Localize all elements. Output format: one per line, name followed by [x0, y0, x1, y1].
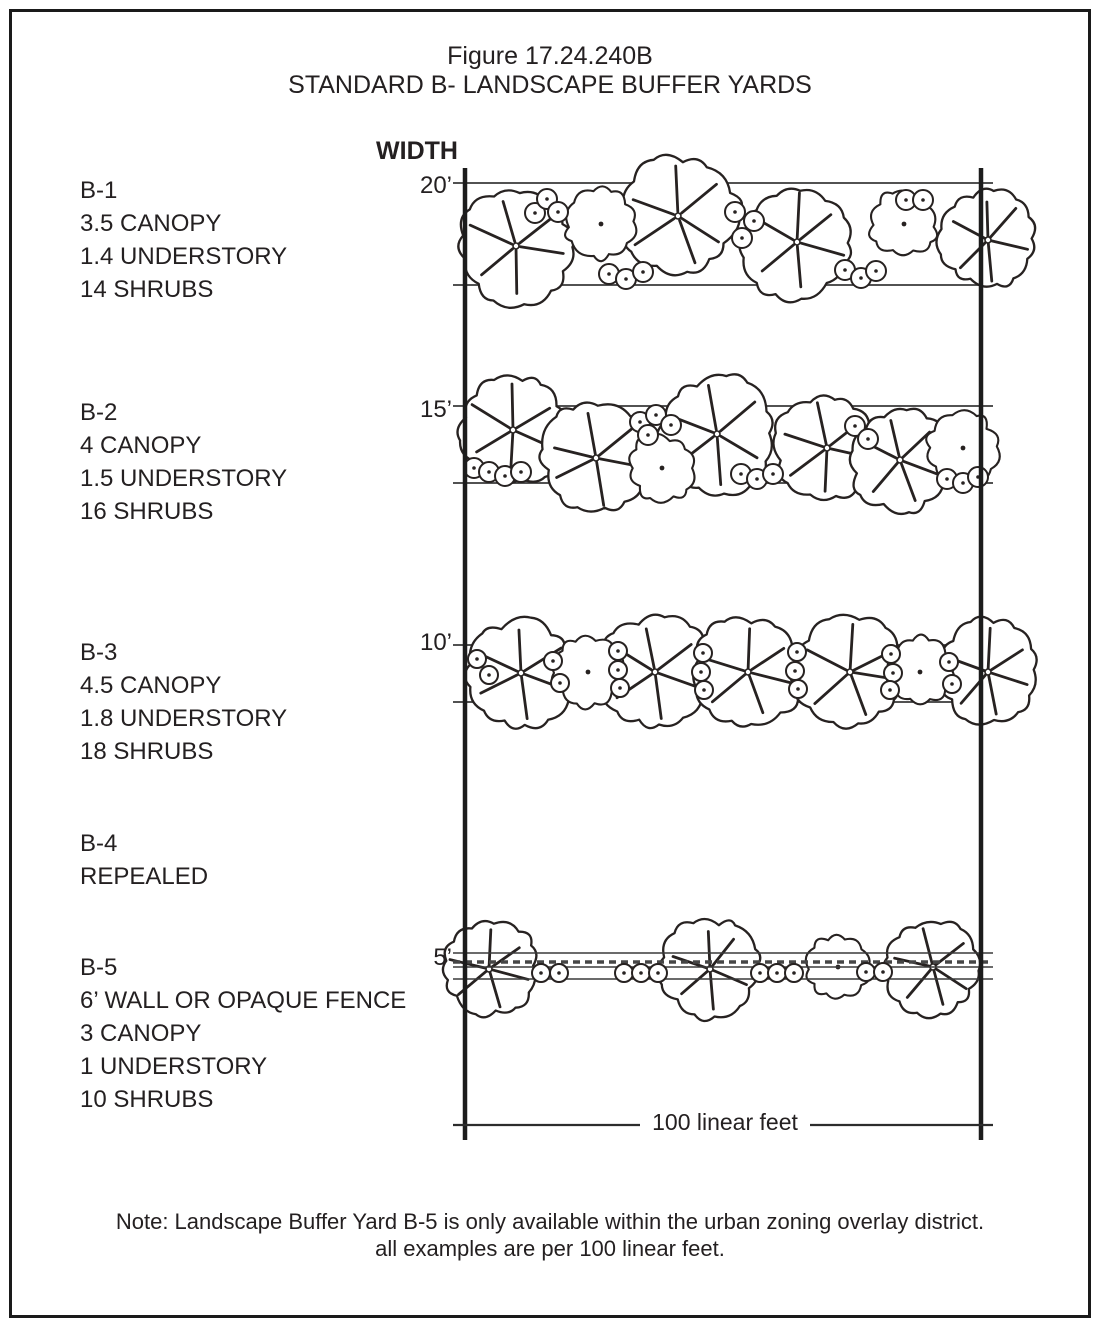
- buffer-yard-id: B-5: [80, 954, 118, 981]
- shrub-symbol: [858, 429, 878, 449]
- canopy-tree-symbol: [619, 155, 742, 275]
- shrub-symbol: [725, 202, 745, 222]
- shrub-symbol: [874, 963, 892, 981]
- shrub-symbol: [532, 964, 550, 982]
- spec-shrubs: 16 SHRUBS: [80, 498, 214, 525]
- buffer-yard-id: B-4: [80, 830, 118, 857]
- canopy-tree-symbol: [883, 922, 980, 1018]
- shrub-symbol: [609, 661, 627, 679]
- shrub-symbol: [943, 675, 961, 693]
- buffer-yard-id: B-3: [80, 639, 118, 666]
- shrub-symbol: [511, 462, 531, 482]
- spec-shrubs: 14 SHRUBS: [80, 276, 214, 303]
- shrub-symbol: [544, 652, 562, 670]
- shrub-symbol: [968, 467, 988, 487]
- buffer-yard-id: B-1: [80, 177, 118, 204]
- shrub-symbol: [468, 650, 486, 668]
- shrub-symbol: [913, 190, 933, 210]
- shrub-symbol: [632, 964, 650, 982]
- shrub-symbol: [751, 964, 769, 982]
- spec-wall: 6’ WALL OR OPAQUE FENCE: [80, 987, 407, 1014]
- shrub-symbol: [692, 663, 710, 681]
- shrub-symbol: [695, 681, 713, 699]
- row-label-b2: [80, 396, 287, 528]
- figure-title: STANDARD B- LANDSCAPE BUFFER YARDS: [288, 71, 812, 99]
- width-value-b2: 15’: [419, 396, 452, 423]
- spec-repealed: REPEALED: [80, 863, 209, 890]
- row-label-b4: [80, 827, 208, 893]
- dimension-label: 100 linear feet: [652, 1109, 798, 1135]
- spec-canopy: 4.5 CANOPY: [80, 672, 222, 699]
- figure-number: Figure 17.24.240B: [447, 42, 653, 70]
- shrub-symbol: [881, 681, 899, 699]
- spec-shrubs: 10 SHRUBS: [80, 1086, 214, 1113]
- width-value-b1: 20’: [419, 172, 452, 199]
- shrub-symbol: [694, 644, 712, 662]
- canopy-tree-symbol: [443, 921, 536, 1017]
- shrub-symbol: [884, 664, 902, 682]
- shrub-symbol: [785, 964, 803, 982]
- row-label-b5: [80, 951, 406, 1116]
- shrub-symbol: [638, 425, 658, 445]
- shrub-symbol: [633, 262, 653, 282]
- shrub-symbol: [789, 680, 807, 698]
- canopy-tree-symbol: [657, 919, 760, 1021]
- canopy-tree-symbol: [936, 189, 1035, 287]
- width-value-b5: 5’: [433, 944, 452, 971]
- shrub-symbol: [550, 964, 568, 982]
- spec-canopy: 4 CANOPY: [80, 432, 202, 459]
- shrub-symbol: [548, 202, 568, 222]
- shrub-symbol: [744, 211, 764, 231]
- shrub-symbol: [768, 964, 786, 982]
- width-value-b3: 10’: [419, 629, 452, 656]
- buffer-yard-id: B-2: [80, 399, 118, 426]
- shrub-symbol: [857, 963, 875, 981]
- shrub-symbol: [480, 666, 498, 684]
- shrub-symbol: [788, 643, 806, 661]
- spec-understory: 1.8 UNDERSTORY: [80, 705, 288, 732]
- shrub-symbol: [882, 645, 900, 663]
- row-label-b3: [80, 636, 287, 768]
- shrub-symbol: [786, 662, 804, 680]
- shrub-symbol: [763, 464, 783, 484]
- width-column-header: WIDTH: [376, 137, 458, 165]
- note-line-2: all examples are per 100 linear feet.: [375, 1236, 725, 1261]
- shrub-symbol: [611, 679, 629, 697]
- shrub-symbol: [732, 228, 752, 248]
- row-label-b1: [80, 174, 287, 306]
- shrub-symbol: [649, 964, 667, 982]
- spec-understory: 1.5 UNDERSTORY: [80, 465, 288, 492]
- shrub-symbol: [615, 964, 633, 982]
- shrub-symbol: [661, 415, 681, 435]
- shrub-symbol: [940, 653, 958, 671]
- spec-shrubs: 18 SHRUBS: [80, 738, 214, 765]
- shrub-symbol: [609, 642, 627, 660]
- spec-canopy: 3.5 CANOPY: [80, 210, 222, 237]
- shrub-symbol: [551, 674, 569, 692]
- note-line-1: Note: Landscape Buffer Yard B-5 is only available within the urban zoning overlay district.: [115, 1209, 985, 1234]
- shrub-symbol: [866, 261, 886, 281]
- spec-understory: 1 UNDERSTORY: [80, 1053, 268, 1080]
- spec-canopy: 3 CANOPY: [80, 1020, 202, 1047]
- spec-understory: 1.4 UNDERSTORY: [80, 243, 288, 270]
